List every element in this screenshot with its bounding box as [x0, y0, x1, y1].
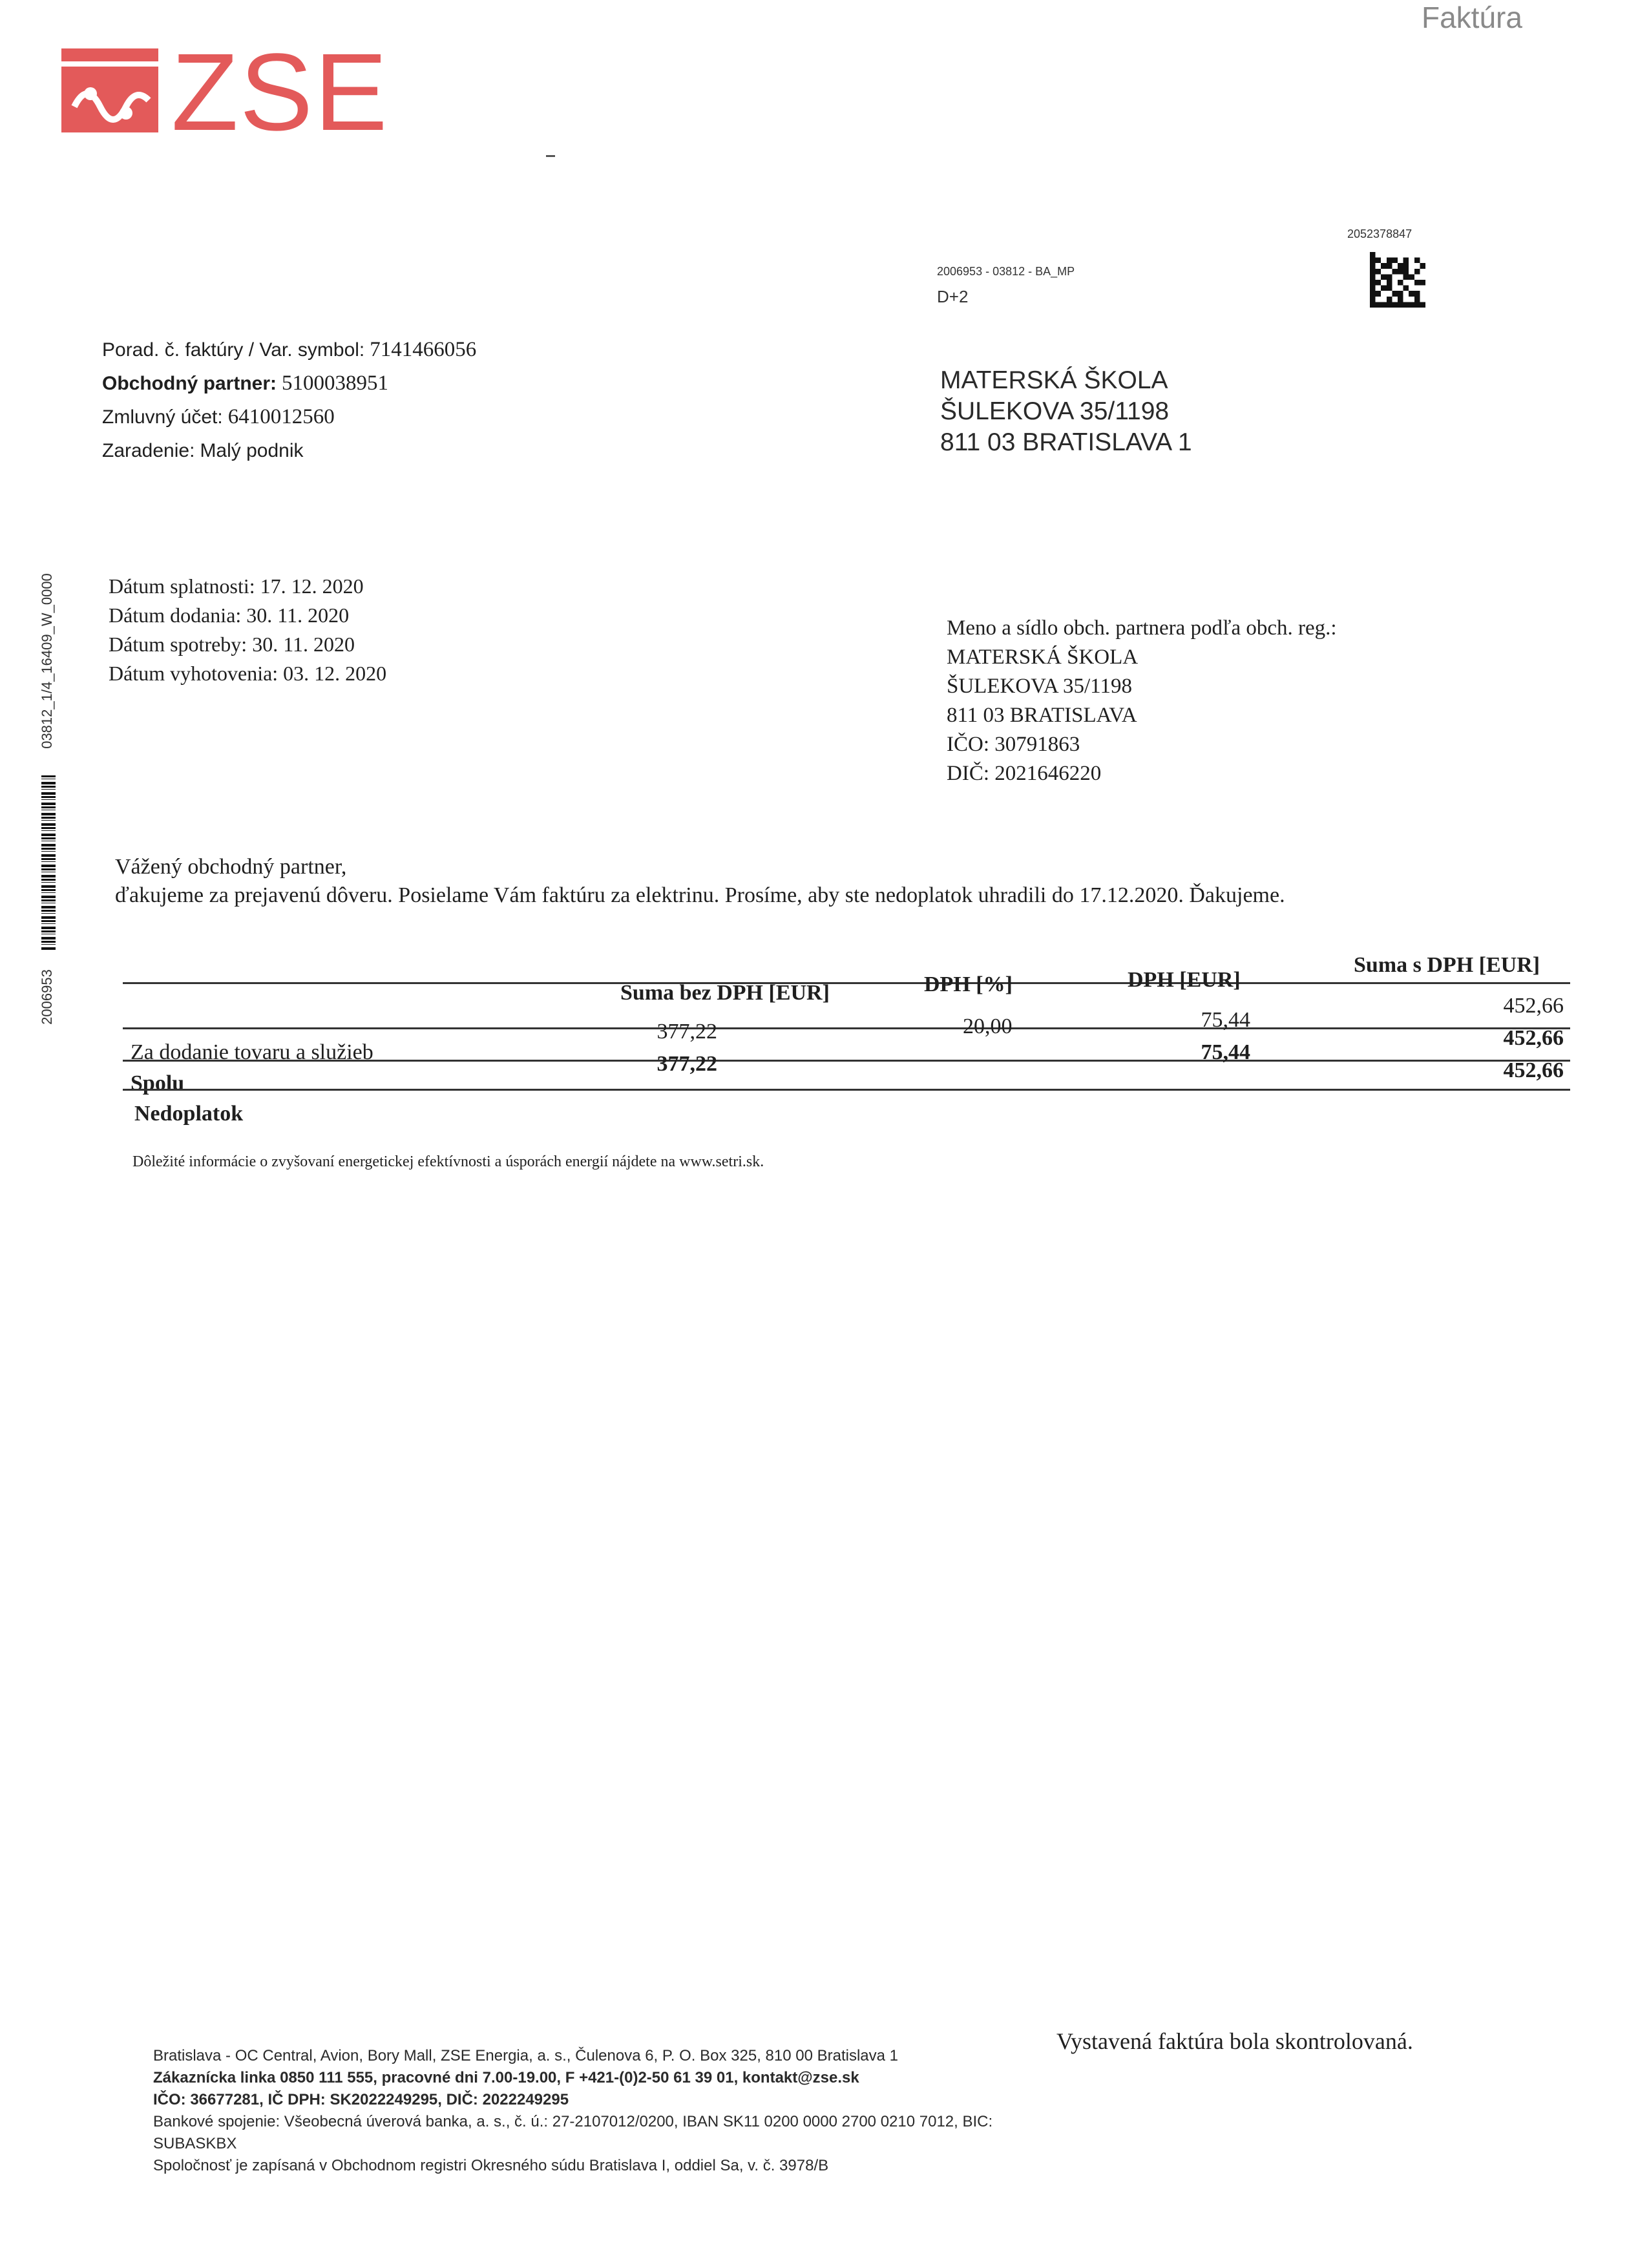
table-row-rule-2	[123, 1089, 1570, 1091]
category-value: Malý podnik	[200, 440, 304, 461]
footer-bic: SUBASKBX	[153, 2135, 237, 2152]
header-vat-rate: DPH [%]	[924, 972, 1013, 996]
logo-wordmark: ZSE	[171, 31, 389, 154]
header-vat: DPH [EUR]	[1128, 968, 1241, 992]
table-top-rule	[123, 982, 1570, 984]
partner-value: 5100038951	[282, 372, 389, 395]
due-date-value: 17. 12. 2020	[260, 574, 364, 598]
addressee-block	[940, 365, 1192, 458]
delivery-date-value: 30. 11. 2020	[246, 604, 350, 627]
category-label: Zaradenie:	[102, 440, 195, 461]
row-supply-label: Za dodanie tovaru a služieb	[131, 1040, 373, 1064]
footer-address: Bratislava - OC Central, Avion, Bory Mall, ZSE Energia, a. s., Čulenova 6, P. O. Box 325, 810 00 Bratislava 1	[153, 2047, 899, 2064]
delivery-date-label: Dátum dodania:	[109, 604, 242, 627]
greeting-salutation: Vážený obchodný partner,	[115, 855, 347, 879]
zse-emblem-icon	[61, 48, 165, 145]
row-supply-net: 377,22	[656, 1020, 717, 1044]
header-net: Suma bez DPH [EUR]	[620, 981, 830, 1005]
company-footer	[153, 2045, 993, 2177]
footer-contact: Zákaznícka linka 0850 111 555, pracovné dni 7.00-19.00, F +421-(0)2-50 61 39 01, kontakt@zse.sk	[153, 2069, 859, 2086]
side-code	[37, 536, 63, 1027]
sort-code: 2006953 - 03812 - BA_MP	[937, 265, 1075, 278]
account-label: Zmluvný účet:	[102, 406, 223, 428]
invoice-number-value: 7141466056	[370, 338, 477, 361]
footer-registry: Spoločnosť je zapísaná v Obchodnom registri Okresného súdu Bratislava I, oddiel Sa, v. č. 3978/B	[153, 2157, 829, 2174]
greeting	[115, 853, 1285, 910]
row-total-label: Spolu	[131, 1071, 185, 1095]
stray-mark	[546, 155, 555, 157]
partner-street: ŠULEKOVA 35/1198	[947, 675, 1132, 698]
energy-efficiency-note: Dôležité informácie o zvyšovaní energetickej efektívnosti a úsporách energií nájdete na www.setri.sk.	[132, 1153, 764, 1170]
consumption-date-label: Dátum spotreby:	[109, 633, 247, 656]
footer-tax-ids: IČO: 36677281, IČ DPH: SK2022249295, DIČ: 2022249295	[153, 2091, 569, 2108]
datamatrix-code-icon	[1370, 252, 1425, 308]
partner-heading: Meno a sídlo obch. partnera podľa obch. reg.:	[947, 616, 1337, 640]
addressee-street: ŠULEKOVA 35/1198	[940, 397, 1170, 425]
invoice-checked-note: Vystavená faktúra bola skontrolovaná.	[1056, 2028, 1413, 2054]
invoice-number-label: Porad. č. faktúry / Var. symbol:	[102, 339, 365, 361]
footer-bank: Bankové spojenie: Všeobecná úverová banka, a. s., č. ú.: 27-2107012/0200, IBAN SK11 0200 0000 2700 0210 7012, BIC:	[153, 2113, 993, 2130]
row-underpayment-label: Nedoplatok	[134, 1102, 244, 1126]
document-type-label: Faktúra	[1422, 1, 1522, 34]
row-underpayment-gross: 452,66	[1503, 1058, 1564, 1082]
row-total-net: 377,22	[656, 1052, 717, 1076]
row-supply-gross: 452,66	[1503, 994, 1564, 1018]
side-barcode	[41, 775, 56, 950]
row-total-gross: 452,66	[1503, 1026, 1564, 1050]
invoice-info	[102, 333, 476, 467]
addressee-name: MATERSKÁ ŠKOLA	[940, 366, 1168, 394]
row-supply-vat-rate: 20,00	[963, 1014, 1013, 1038]
greeting-message: ďakujeme za prejavenú dôveru. Posielame Vám faktúru za elektrinu. Prosíme, aby ste nedoplatok uhradili do 17.12.2020. Ďakujeme.	[115, 883, 1285, 907]
side-code-number: 2006953	[39, 969, 55, 1025]
issue-date-value: 03. 12. 2020	[283, 662, 387, 685]
row-supply-vat: 75,44	[1201, 1008, 1250, 1032]
consumption-date-value: 30. 11. 2020	[252, 633, 355, 656]
issue-date-label: Dátum vyhotovenia:	[109, 662, 278, 685]
partner-label: Obchodný partner:	[102, 373, 277, 394]
header-gross: Suma s DPH [EUR]	[1354, 953, 1540, 977]
addressee-city: 811 03 BRATISLAVA 1	[940, 428, 1192, 456]
partner-name: MATERSKÁ ŠKOLA	[947, 646, 1139, 669]
dates-block	[109, 572, 386, 688]
partner-dic: DIČ: 2021646220	[947, 762, 1102, 785]
document-number: 2052378847	[1347, 227, 1413, 240]
zse-logo	[61, 31, 410, 155]
row-total-vat: 75,44	[1201, 1040, 1250, 1064]
due-date-label: Dátum splatnosti:	[109, 574, 255, 598]
account-value: 6410012560	[227, 405, 335, 428]
partner-registry-block	[947, 614, 1337, 788]
delivery-code: D+2	[937, 287, 969, 306]
side-code-text: 03812_1/4_16409_W_0000	[39, 573, 55, 749]
partner-city: 811 03 BRATISLAVA	[947, 704, 1137, 727]
partner-ico: IČO: 30791863	[947, 733, 1080, 756]
